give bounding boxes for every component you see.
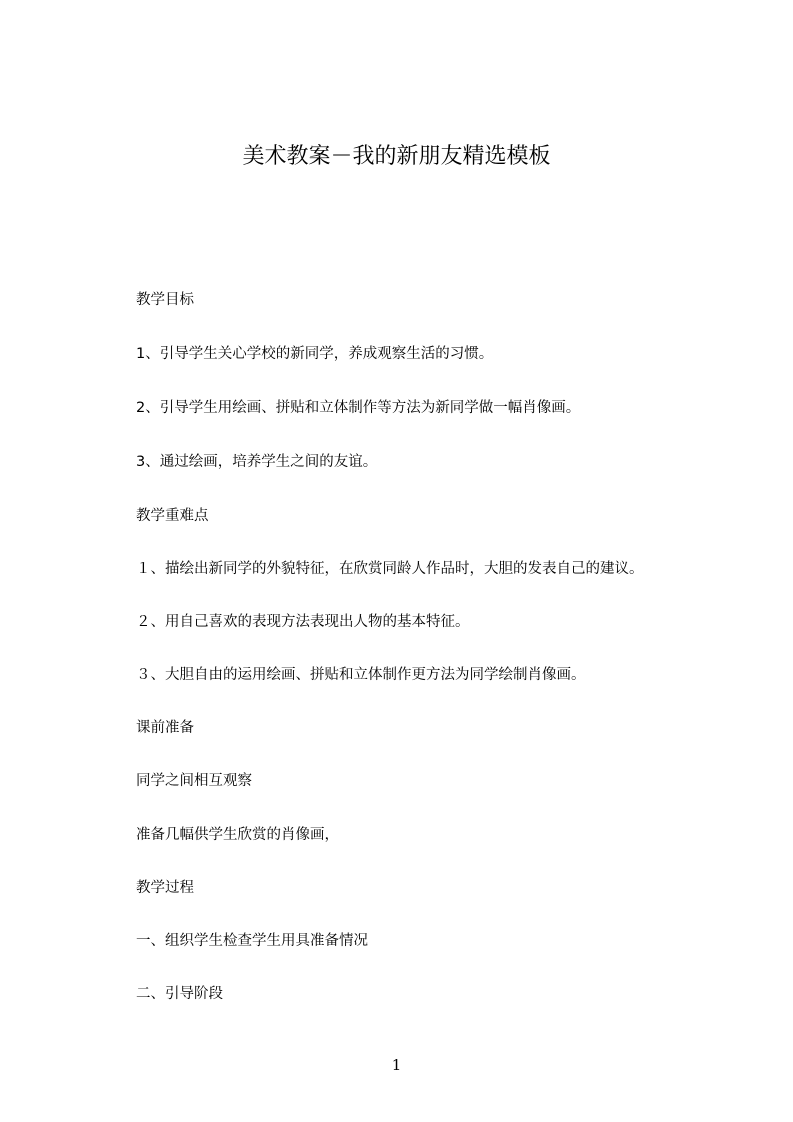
page-number: 1 [391,1056,402,1074]
objective-item-3: 3、通过绘画，培养学生之间的友谊。 [136,454,378,470]
document-title: 美术教案－我的新朋友精选模板 [242,144,551,169]
objective-item-1: 1、引导学生关心学校的新同学，养成观察生活的习惯。 [136,346,494,362]
objective-item-2: 2、引导学生用绘画、拼贴和立体制作等方法为新同学做一幅肖像画。 [136,400,581,416]
section-heading-preparation: 课前准备 [136,720,194,736]
process-step-1: 一、组织学生检查学生用具准备情况 [136,933,368,949]
preparation-item-1: 同学之间相互观察 [136,773,252,789]
key-point-item-1: １、描绘出新同学的外貌特征，在欣赏同龄人作品时，大胆的发表自己的建议。 [136,561,644,577]
preparation-item-2: 准备几幅供学生欣赏的肖像画， [136,827,339,843]
section-heading-process: 教学过程 [136,880,194,896]
section-heading-objectives: 教学目标 [136,292,194,308]
section-heading-key-points: 教学重难点 [136,508,209,524]
process-step-2: 二、引导阶段 [136,986,223,1002]
key-point-item-2: ２、用自己喜欢的表现方法表现出人物的基本特征。 [136,614,470,630]
key-point-item-3: ３、大胆自由的运用绘画、拼贴和立体制作更方法为同学绘制肖像画。 [136,667,586,683]
